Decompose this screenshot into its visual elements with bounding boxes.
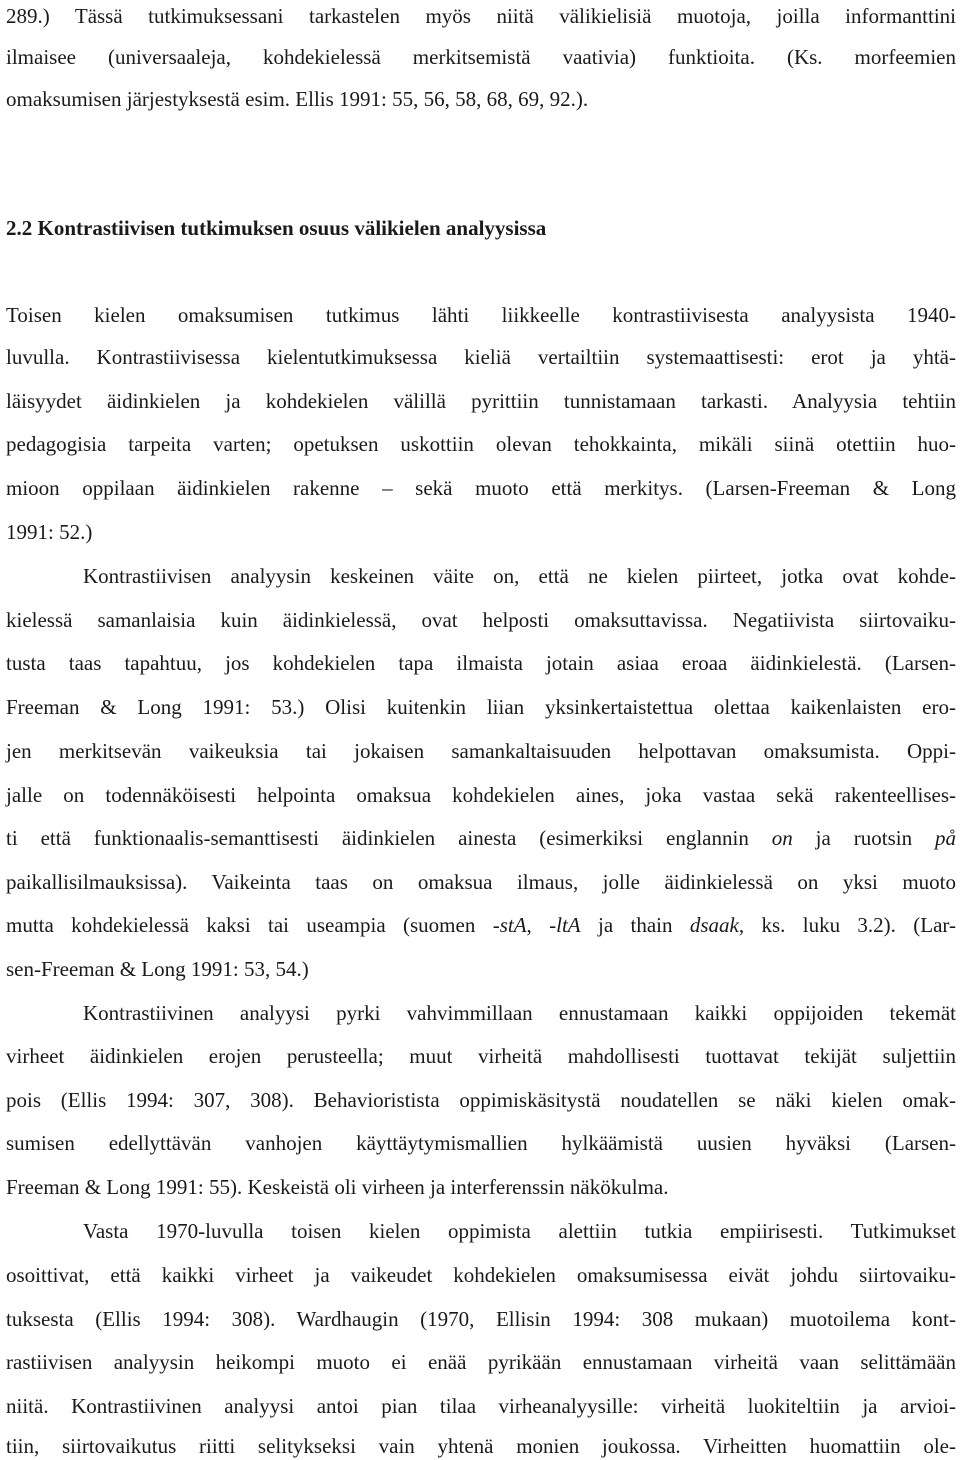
italic-word-pa: på: [935, 826, 956, 850]
body-line-5: luvulla. Kontrastiivisessa kielentutkimuksessa kieliä vertailtiin systemaattisesti: erot ja yhtä-: [6, 345, 956, 369]
body-line-1: 289.) Tässä tutkimuksessani tarkastelen myös niitä välikielisiä muotoja, joilla informanttini: [6, 4, 956, 28]
body-line-18: Kontrastiivinen analyysi pyrki vahvimmillaan ennustamaan kaikki oppijoiden tekemät: [83, 1001, 956, 1025]
body-line-27: niitä. Kontrastiivinen analyysi antoi pian tilaa virheanalyysille: virheitä luokiteltiin ja arvioi-: [6, 1394, 956, 1418]
body-line-14: jen merkitsevän vaikeuksia tai jokaisen samankaltaisuuden helpottavan omaksumista. Oppi-: [6, 739, 956, 763]
text-span: mutta kohdekielessä kaksi tai useampia (suomen -: [6, 913, 500, 937]
body-line-16b: [6, 912, 956, 938]
body-line-10: Kontrastiivisen analyysin keskeinen väite on, että ne kielen piirteet, jotka ovat kohde-: [83, 564, 956, 588]
body-line-25: tuksesta (Ellis 1994: 308). Wardhaugin (1970, Ellisin 1994: 308 mukaan) muotoilema kont-: [6, 1307, 956, 1331]
body-line-9: 1991: 52.): [6, 520, 93, 544]
italic-suffix-sta: stA: [499, 913, 527, 937]
text-span: , ks. luku 3.2). (Lar-: [738, 913, 956, 937]
body-line-19: virheet äidinkielen erojen perusteella; muut virheitä mahdollisesti tuottavat tekijät suljettiin: [6, 1044, 956, 1068]
text-span: ti että funktionaalis-semanttisesti äidinkielen ainesta (esimerkiksi englannin: [6, 826, 772, 850]
section-heading: 2.2 Kontrastiivisen tutkimuksen osuus välikielen analyysissa: [6, 216, 547, 240]
italic-word-on: on: [771, 826, 793, 850]
body-line-8: mioon oppilaan äidinkielen rakenne – sekä muoto että merkitys. (Larsen-Freeman & Long: [6, 476, 956, 500]
text-span: ja thain: [580, 913, 690, 937]
document-page: [6, 0, 956, 1460]
body-line-11: kielessä samanlaisia kuin äidinkielessä, ovat helposti omaksuttavissa. Negatiivista siirtovaiku-: [6, 608, 956, 632]
body-line-16: paikallisilmauksissa). Vaikeinta taas on omaksua ilmaus, jolle äidinkielessä on yksi muoto: [6, 870, 956, 894]
body-line-23: Vasta 1970-luvulla toisen kielen oppimista alettiin tutkia empiirisesti. Tutkimukset: [83, 1219, 956, 1243]
body-line-6: läisyydet äidinkielen ja kohdekielen välillä pyrittiin tunnistamaan tarkasti. Analyysia tehtiin: [6, 389, 956, 413]
text-span: , -: [526, 913, 557, 937]
italic-word-dsaak: dsaak: [689, 913, 739, 937]
body-line-17: sen-Freeman & Long 1991: 53, 54.): [6, 957, 309, 981]
body-line-3: omaksumisen järjestyksestä esim. Ellis 1991: 55, 56, 58, 68, 69, 92.).: [6, 87, 589, 111]
body-line-28: tiin, siirtovaikutus riitti selitykseksi vain yhtenä monien joukossa. Virheitten huomattiin ole-: [6, 1434, 956, 1458]
body-line-15b: [6, 825, 956, 851]
body-line-7: pedagogisia tarpeita varten; opetuksen uskottiin olevan tehokkainta, mikäli siinä otettiin huo-: [6, 432, 956, 456]
body-line-22: Freeman & Long 1991: 55). Keskeistä oli virheen ja interferenssin näkökulma.: [6, 1175, 669, 1199]
body-line-12: tusta taas tapahtuu, jos kohdekielen tapa ilmaista jotain asiaa eroaa äidinkielestä. (Larsen-: [6, 651, 956, 675]
body-line-24: osoittivat, että kaikki virheet ja vaikeudet kohdekielen omaksumisessa eivät johdu siirtovaiku-: [6, 1263, 956, 1287]
text-span: ja ruotsin: [792, 826, 935, 850]
italic-suffix-lta: ltA: [556, 913, 581, 937]
body-line-13: Freeman & Long 1991: 53.) Olisi kuitenkin liian yksinkertaistettua olettaa kaikenlaisten ero-: [6, 695, 956, 719]
body-line-2: ilmaisee (universaaleja, kohdekielessä merkitsemistä vaativia) funktioita. (Ks. morfeemien: [6, 45, 956, 69]
body-line-26: rastiivisen analyysin heikompi muoto ei enää pyrikään ennustamaan virheitä vaan selittämään: [6, 1350, 956, 1374]
body-line-21: sumisen edellyttävän vanhojen käyttäytymismallien hylkäämistä uusien hyväksi (Larsen-: [6, 1131, 956, 1155]
body-line-20: pois (Ellis 1994: 307, 308). Behavioristista oppimiskäsitystä noudatellen se näki kielen omak-: [6, 1088, 956, 1112]
body-line-4: Toisen kielen omaksumisen tutkimus lähti liikkeelle kontrastiivisesta analyysista 1940-: [6, 303, 956, 327]
body-line-15: jalle on todennäköisesti helpointa omaksua kohdekielen aines, joka vastaa sekä rakenteellises-: [6, 783, 956, 807]
